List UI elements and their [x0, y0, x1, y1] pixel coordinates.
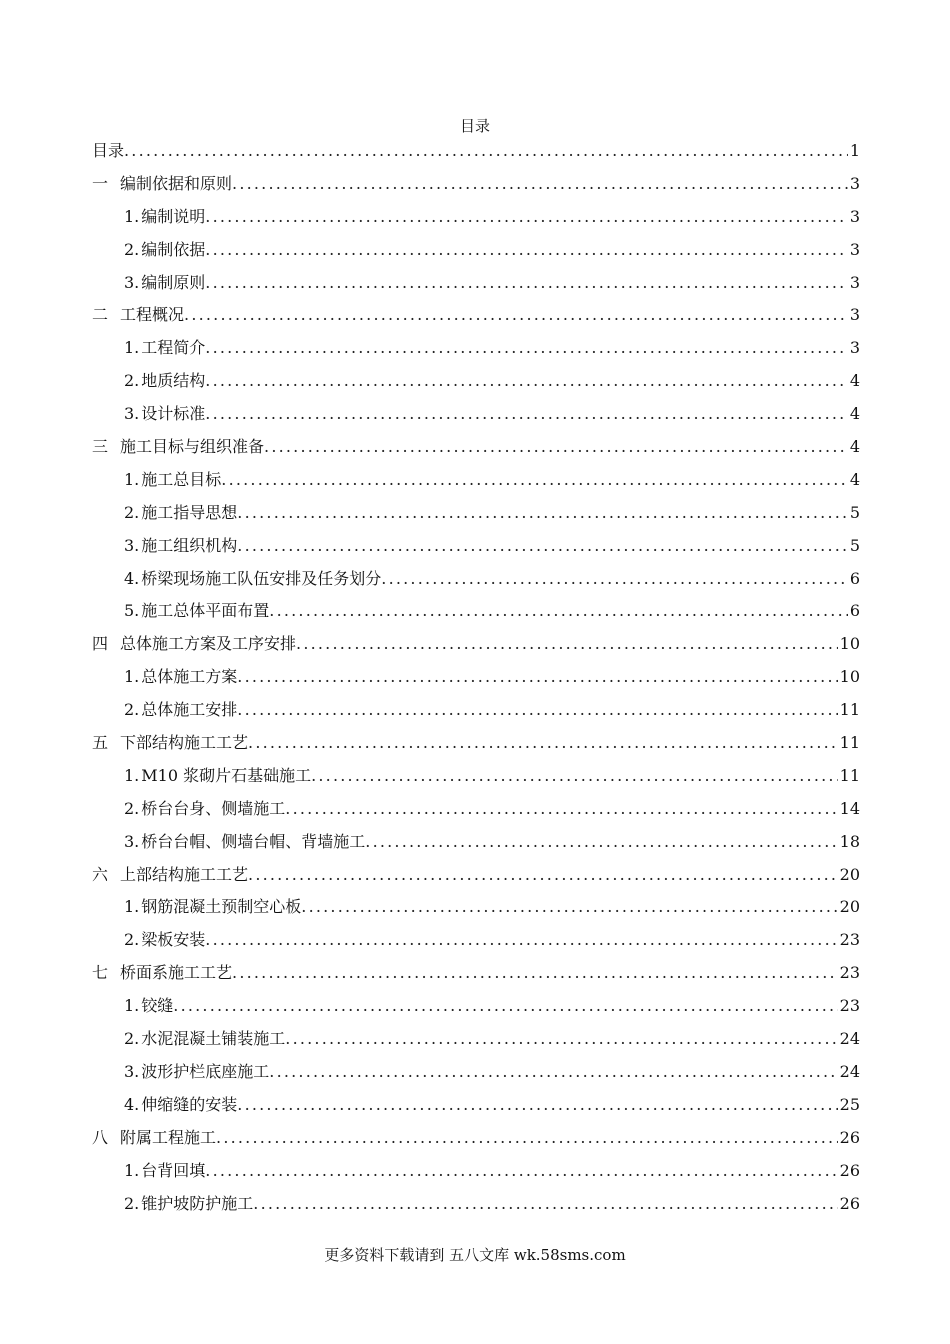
toc-page-number: 23: [839, 963, 860, 983]
toc-subentry[interactable]: [92, 1023, 860, 1056]
toc-entry-number: 五: [92, 733, 109, 753]
toc-entry-title: 桥台台身、侧墙施工: [141, 798, 286, 818]
toc-entry-number: 4.: [124, 568, 140, 588]
toc-entry-number: 1.: [124, 897, 140, 917]
toc-entry-title: 桥梁现场施工队伍安排及任务划分: [141, 568, 382, 588]
table-of-contents: [92, 135, 860, 1220]
toc-entry-title: 上部结构施工工艺: [120, 864, 249, 884]
toc-entry-title: 编制说明: [141, 206, 206, 226]
toc-page-number: 4: [849, 469, 860, 489]
toc-page-number: 23: [839, 996, 860, 1016]
toc-subentry[interactable]: [92, 497, 860, 530]
toc-subentry[interactable]: [92, 924, 860, 957]
toc-entry-number: 2.: [124, 239, 140, 259]
toc-entry-title: 编制依据: [141, 239, 206, 259]
toc-entry-number: 1.: [124, 206, 140, 226]
toc-entry-title: 施工总体平面布置: [141, 601, 270, 621]
toc-subentry[interactable]: [92, 530, 860, 563]
toc-page-number: 14: [839, 798, 860, 818]
toc-subentry[interactable]: [92, 1155, 860, 1188]
toc-subentry[interactable]: [92, 332, 860, 365]
toc-dot-leader: [248, 859, 838, 892]
toc-dot-leader: [301, 891, 837, 924]
toc-page-number: 20: [839, 897, 860, 917]
toc-entry-title: 目录: [92, 141, 125, 160]
toc-subentry[interactable]: [92, 595, 860, 628]
toc-dot-leader: [205, 1155, 837, 1188]
toc-page-number: 11: [839, 733, 860, 753]
toc-entry-number: 1.: [124, 1160, 140, 1180]
toc-entry-number: 1.: [124, 765, 140, 785]
toc-page-number: 5: [849, 535, 860, 555]
toc-subentry[interactable]: [92, 234, 860, 267]
toc-page-number: 4: [849, 371, 860, 391]
toc-subentry[interactable]: [92, 365, 860, 398]
toc-subentry[interactable]: [92, 1089, 860, 1122]
toc-entry-title: 附属工程施工: [120, 1127, 217, 1147]
toc-entry-title: 工程简介: [141, 338, 206, 358]
toc-entry-number: 3.: [124, 535, 140, 555]
toc-entry-number: 5.: [124, 601, 140, 621]
toc-subentry[interactable]: [92, 201, 860, 234]
toc-dot-leader: [184, 299, 848, 332]
page-title: 目录: [459, 117, 490, 135]
toc-dot-leader: [269, 1056, 837, 1089]
toc-entry-title: 施工指导思想: [141, 502, 238, 522]
toc-entry-number: 六: [92, 864, 109, 884]
toc-page-number: 3: [849, 206, 860, 226]
toc-entry-title: 编制依据和原则: [120, 173, 233, 193]
toc-entry-title: 总体施工方案: [141, 667, 238, 687]
toc-entry[interactable]: [92, 168, 860, 201]
toc-subentry[interactable]: [92, 661, 860, 694]
toc-subentry[interactable]: [92, 891, 860, 924]
toc-entry-number: 1.: [124, 469, 140, 489]
toc-dot-leader: [381, 563, 848, 596]
toc-entry[interactable]: [92, 299, 860, 332]
toc-page-number: 1: [849, 141, 860, 160]
toc-entry-number: 3.: [124, 404, 140, 424]
toc-entry-title: 施工组织机构: [141, 535, 238, 555]
toc-entry-title: 桥台台帽、侧墙台帽、背墙施工: [141, 831, 366, 851]
toc-entry[interactable]: [92, 957, 860, 990]
toc-dot-leader: [237, 1089, 837, 1122]
toc-page-number: 11: [839, 765, 860, 785]
toc-entry-title: 伸缩缝的安装: [141, 1094, 238, 1114]
toc-entry-number: 一: [92, 173, 109, 193]
toc-entry-number: 1.: [124, 667, 140, 687]
toc-dot-leader: [311, 760, 838, 793]
toc-dot-leader: [237, 530, 848, 563]
toc-page-number: 6: [849, 601, 860, 621]
toc-entry-number: 1.: [124, 338, 140, 358]
toc-dot-leader: [285, 793, 837, 826]
toc-dot-leader: [205, 398, 848, 431]
toc-entry[interactable]: [92, 628, 860, 661]
toc-subentry[interactable]: [92, 760, 860, 793]
toc-entry-number: 2.: [124, 930, 140, 950]
toc-entry-number: 三: [92, 437, 109, 457]
toc-subentry[interactable]: [92, 793, 860, 826]
toc-entry-number: 1.: [124, 996, 140, 1016]
toc-page-number: 26: [839, 1193, 860, 1213]
toc-entry-title: 总体施工安排: [141, 700, 238, 720]
toc-dot-leader: [205, 234, 848, 267]
toc-page-number: 3: [849, 338, 860, 358]
toc-entry-title: 台背回填: [141, 1160, 206, 1180]
toc-entry[interactable]: [92, 859, 860, 892]
toc-page-number: 20: [839, 864, 860, 884]
toc-page-number: 3: [849, 173, 860, 193]
toc-page-number: 26: [839, 1160, 860, 1180]
toc-dot-leader: [237, 497, 848, 530]
toc-entry[interactable]: [92, 135, 860, 168]
toc-entry-number: 八: [92, 1127, 109, 1147]
toc-dot-leader: [285, 1023, 837, 1056]
toc-entry-title: 设计标准: [141, 404, 206, 424]
toc-page-number: 3: [849, 272, 860, 292]
toc-entry-title: 施工总目标: [141, 469, 222, 489]
toc-entry-number: 七: [92, 963, 109, 983]
toc-entry-title: 编制原则: [141, 272, 206, 292]
toc-entry-title: 锥护坡防护施工: [141, 1193, 254, 1213]
toc-dot-leader: [365, 826, 837, 859]
toc-entry-number: 2.: [124, 1193, 140, 1213]
toc-subentry[interactable]: [92, 398, 860, 431]
toc-subentry[interactable]: [92, 1056, 860, 1089]
toc-page-number: 3: [849, 239, 860, 259]
toc-page-number: 3: [849, 305, 860, 325]
toc-page-number: 10: [839, 634, 860, 654]
toc-entry-title: 钢筋混凝土预制空心板: [141, 897, 302, 917]
toc-dot-leader: [264, 431, 848, 464]
toc-page-number: 24: [839, 1061, 860, 1081]
toc-entry-title: 工程概况: [120, 305, 185, 325]
toc-subentry[interactable]: [92, 990, 860, 1023]
toc-entry-title: 梁板安装: [141, 930, 206, 950]
toc-entry-number: 3.: [124, 831, 140, 851]
toc-entry-title: 地质结构: [141, 371, 206, 391]
toc-entry-title: 施工目标与组织准备: [120, 437, 265, 457]
toc-entry[interactable]: [92, 727, 860, 760]
toc-dot-leader: [232, 957, 838, 990]
toc-dot-leader: [232, 168, 848, 201]
toc-entry[interactable]: [92, 431, 860, 464]
toc-dot-leader: [216, 1122, 838, 1155]
toc-subentry[interactable]: [92, 826, 860, 859]
toc-entry-number: 二: [92, 305, 109, 325]
toc-dot-leader: [173, 990, 837, 1023]
toc-subentry[interactable]: [92, 563, 860, 596]
toc-subentry[interactable]: [92, 694, 860, 727]
toc-entry[interactable]: [92, 1122, 860, 1155]
toc-entry-title: 波形护栏底座施工: [141, 1061, 270, 1081]
toc-page-number: 4: [849, 437, 860, 457]
toc-page-number: 5: [849, 502, 860, 522]
toc-dot-leader: [124, 135, 848, 168]
toc-dot-leader: [205, 201, 848, 234]
toc-page-number: 6: [849, 568, 860, 588]
toc-entry-title: 桥面系施工工艺: [120, 963, 233, 983]
toc-entry-number: 2.: [124, 1029, 140, 1049]
toc-entry-number: 3.: [124, 1061, 140, 1081]
toc-dot-leader: [221, 464, 848, 497]
toc-page-number: 23: [839, 930, 860, 950]
toc-dot-leader: [296, 628, 838, 661]
toc-page-number: 4: [849, 404, 860, 424]
toc-dot-leader: [237, 694, 837, 727]
toc-page-number: 26: [839, 1127, 860, 1147]
toc-entry-number: 四: [92, 634, 109, 654]
toc-dot-leader: [237, 661, 837, 694]
toc-page-number: 10: [839, 667, 860, 687]
toc-dot-leader: [253, 1188, 837, 1221]
toc-entry-title: 铰缝: [141, 996, 174, 1016]
toc-entry-number: 3.: [124, 272, 140, 292]
toc-dot-leader: [205, 332, 848, 365]
toc-subentry[interactable]: [92, 267, 860, 300]
toc-page-number: 11: [839, 700, 860, 720]
toc-entry-number: 2.: [124, 371, 140, 391]
toc-dot-leader: [205, 365, 848, 398]
toc-dot-leader: [269, 595, 848, 628]
toc-page-number: 25: [839, 1094, 860, 1114]
toc-entry-number: 2.: [124, 798, 140, 818]
toc-entry-title: 总体施工方案及工序安排: [120, 634, 297, 654]
toc-entry-number: 2.: [124, 502, 140, 522]
toc-subentry[interactable]: [92, 1188, 860, 1221]
toc-entry-number: 4.: [124, 1094, 140, 1114]
toc-entry-title: M10 浆砌片石基础施工: [141, 765, 312, 785]
toc-subentry[interactable]: [92, 464, 860, 497]
toc-dot-leader: [248, 727, 838, 760]
toc-entry-title: 水泥混凝土铺装施工: [141, 1029, 286, 1049]
toc-dot-leader: [205, 267, 848, 300]
toc-entry-number: 2.: [124, 700, 140, 720]
toc-dot-leader: [205, 924, 837, 957]
footer-note: 更多资料下载请到 五八文库 wk.58sms.com: [324, 1246, 626, 1264]
toc-page-number: 18: [839, 831, 860, 851]
toc-entry-title: 下部结构施工工艺: [120, 733, 249, 753]
toc-page-number: 24: [839, 1029, 860, 1049]
